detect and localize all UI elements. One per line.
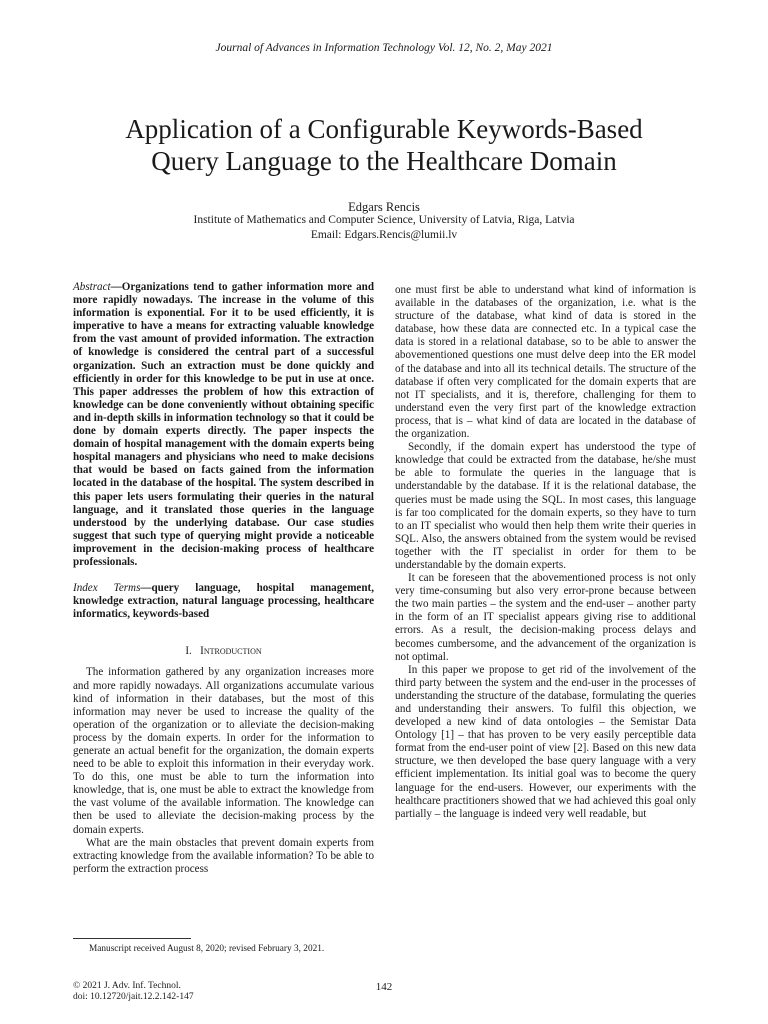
left-column [73, 281, 374, 876]
abstract-lead: Abstract [73, 281, 111, 293]
author-email: Email: Edgars.Rencis@lumii.lv [310, 229, 458, 241]
author-affiliation-block [0, 213, 768, 243]
body-paragraph: Secondly, if the domain expert has understood the type of knowledge that could be extracted from the database, he/she must be able to formulate the queries in the language that is understandable by the database. If it is the relational database, the queries must be made using the SQL. In most cases, this language is far too complicated for the domain experts, so they have to turn to an IT specialist who would then help them write their queries in SQL. Also, the answers obtained from the system would be revised together with the IT specialist in order for them to be understandable by the domain experts. [395, 441, 696, 571]
body-paragraph: In this paper we propose to get rid of the involvement of the third party between the system and the end-user in the processes of understanding the structure of the database, formulating the queries and understanding their answers. To fulfil this objection, we developed a new kind of data ontologies – the Semistar Data Ontology [1] – that has proven to be very easily perceptible data format from the end-user point of view [2]. Based on this new data structure, we then developed the base query language with a very efficient implementation. Its initial goal was to become the query language for the end-users. However, our experiments with the healthcare practitioners showed that we had achieved this goal only partially – the language is indeed very well readable, but [395, 663, 696, 820]
body-paragraph: What are the main obstacles that prevent domain experts from extracting knowledge from the available information? To be able to perform the extraction process [73, 836, 374, 875]
author-name: Edgars Rencis [348, 200, 420, 214]
right-column [395, 284, 696, 821]
body-paragraph: The information gathered by any organization increases more and more rapidly nowadays. All organizations accumulate various kind of information in their databases, but the most of this information may never be used to increase the quality of the operation of the organization or to alleviate the decision-making process by the domain experts. In order for the information to generate an actual benefit for the organization, the domain experts need to be able to exploit this information in their everyday work. To do this, one must be able to turn the information into knowledge, that is, one must be able to extract the knowledge from the vast volume of the available information. The knowledge can then be used to alleviate the decision-making process by the domain experts. [73, 666, 374, 836]
section-number: I. [185, 645, 192, 658]
abstract [73, 281, 374, 569]
paper-title [60, 113, 708, 177]
journal-header: Journal of Advances in Information Technology Vol. 12, No. 2, May 2021 [215, 42, 553, 54]
body-paragraph: It can be foreseen that the abovementioned process is not only very time-consuming but also very error-prone because between the two main parties – the system and the end-user – another party in the form of an IT specialist appears giving rise to additional errors. As a result, the decision-making process delays and becomes cumbersome, and the advancement of the organization is not optimal. [395, 572, 696, 663]
abstract-text: —Organizations tend to gather information more and more rapidly nowadays. The increase in the volume of this information is exponential. For it to be used efficiently, it is imperative to have a means for extracting valuable knowledge from the vast amount of provided information. The extraction of knowledge is considered the central part of a successful organization. Such an extraction must be done quickly and efficiently in order for this knowledge to be put in use at once. This paper addresses the problem of how this extraction of knowledge can be done conveniently without obtaining specific and in-depth skills in information technology so that it could be done by domain experts directly. The paper inspects the domain of hospital management with the domain experts being hospital managers and physicians who need to make decisions that would be based on facts gained from the information located in the database of the hospital. The system described in this paper lets users formulating their queries in the natural language, and it translated those queries in the language understood by the underlying database. Our case studies suggest that such type of querying might provide a noticeable improvement in the decision-making process of healthcare professionals. [73, 281, 374, 568]
footnote: Manuscript received August 8, 2020; revised February 3, 2021. [89, 944, 325, 954]
copyright: © 2021 J. Adv. Inf. Technol. [73, 981, 181, 991]
title-line-2: Query Language to the Healthcare Domain [151, 146, 617, 176]
section-heading [73, 645, 374, 658]
index-terms-lead: Index Terms [73, 582, 141, 595]
title-line-1: Application of a Configurable Keywords-Based [125, 114, 643, 144]
footnote-rule [73, 938, 191, 939]
affiliation: Institute of Mathematics and Computer Science, University of Latvia, Riga, Latvia [193, 214, 575, 226]
index-terms-text: —query language, hospital management, knowledge extraction, natural language processing, healthcare informatics, keywords-based [73, 582, 374, 621]
section-title: Introduction [200, 645, 262, 658]
page-number: 142 [375, 981, 393, 993]
body-paragraph: one must first be able to understand what kind of information is available in the databases of the organization, i.e. what is the structure of the database, what kind of data is stored in the database, how these data are connected etc. In a typical case the data is stored in a relational database, so to be able to answer the abovementioned questions one must delve deep into the ER model of the database and into all its technical details. The structure of the database if often very complicated for the domain experts that are not IT specialists, and it is, therefore, challenging for them to understand even the very first part of the knowledge extraction process, that is – what kind of data are located in the database of the organization. [395, 284, 696, 441]
index-terms [73, 582, 374, 621]
doi: doi: 10.12720/jait.12.2.142-147 [73, 992, 194, 1002]
